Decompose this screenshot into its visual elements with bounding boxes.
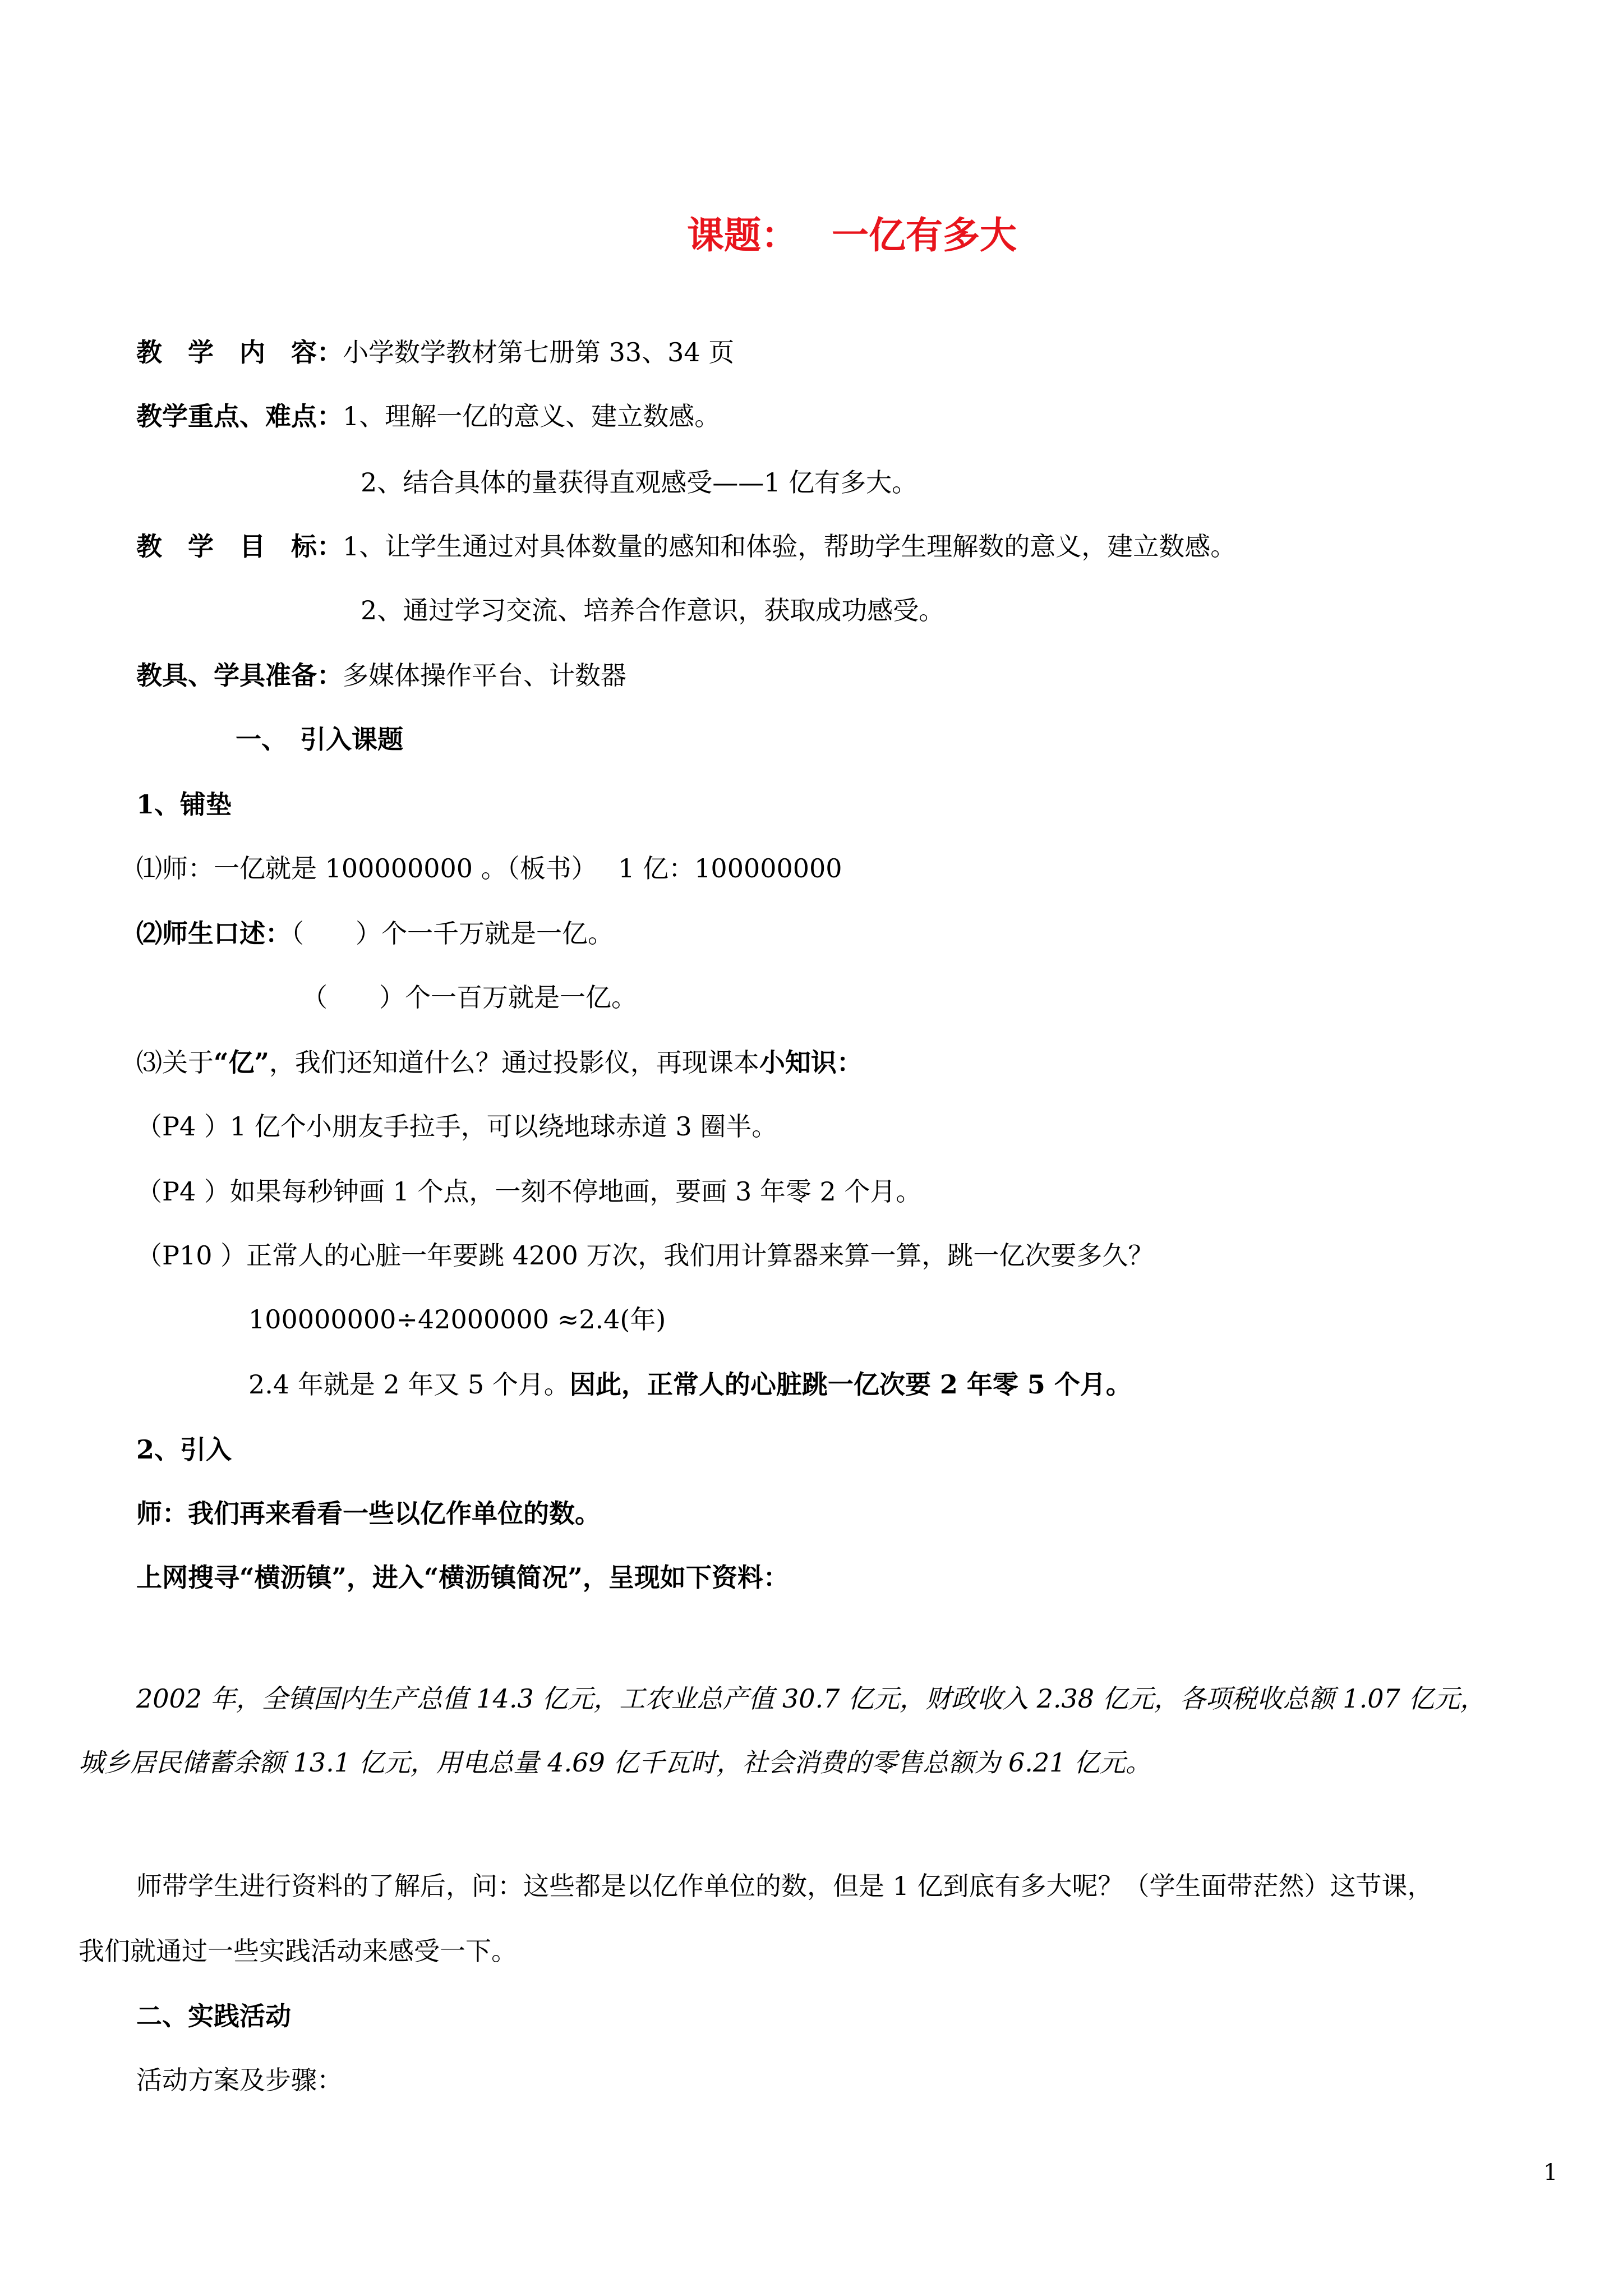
paragraph-3-bold-2: 小知识： bbox=[759, 1047, 863, 1078]
fact-2: （P4 ）如果每秒钟画 1 个点，一刻不停地画，要画 3 年零 2 个月。 bbox=[136, 1176, 922, 1207]
section-2-heading: 二、实践活动 bbox=[136, 2001, 291, 2031]
tools-row bbox=[136, 659, 626, 692]
fact-1: （P4 ）1 亿个小朋友手拉手，可以绕地球赤道 3 圈半。 bbox=[136, 1111, 778, 1142]
result-plain: 2.4 年就是 2 年又 5 个月。 bbox=[248, 1369, 570, 1400]
data-line-1: 2002 年，全镇国内生产总值 14.3 亿元，工农业总产值 30.7 亿元，财政收入 2.38 亿元，各项税收总额 1.07 亿元， bbox=[136, 1683, 1486, 1714]
title-text: 一亿有多大 bbox=[832, 214, 1017, 257]
focus-item-2: 2、结合具体的量获得直观感受——1 亿有多大。 bbox=[361, 467, 918, 498]
goal-item-1: 1、让学生通过对具体数量的感知和体验，帮助学生理解数的意义，建立数感。 bbox=[343, 531, 1237, 562]
teacher-line: 师：我们再来看看一些以亿作单位的数。 bbox=[136, 1498, 601, 1529]
title-label: 课题： bbox=[687, 214, 798, 257]
tools-value: 多媒体操作平台、计数器 bbox=[343, 660, 626, 691]
activity-steps-label: 活动方案及步骤： bbox=[136, 2065, 343, 2095]
page-title bbox=[687, 213, 1017, 258]
content-value: 小学数学教材第七册第 33、34 页 bbox=[343, 337, 735, 367]
content-label: 教 学 内 容： bbox=[136, 337, 343, 367]
goal-row bbox=[136, 530, 1236, 563]
search-line: 上网搜寻“横沥镇”，进入“横沥镇简况”，呈现如下资料： bbox=[136, 1562, 789, 1593]
calculation: 100000000÷42000000 ≈2.4(年) bbox=[248, 1304, 666, 1335]
paragraph-2-a: （ ）个一千万就是一亿。 bbox=[291, 918, 614, 949]
fact-3: （P10 ）正常人的心脏一年要跳 4200 万次，我们用计算器来算一算，跳一亿次要多久？ bbox=[136, 1240, 1154, 1271]
section-1-heading: 一、 引入课题 bbox=[236, 724, 403, 754]
content-row bbox=[136, 335, 734, 369]
page-number: 1 bbox=[1543, 2160, 1558, 2185]
result-bold: 因此，正常人的心脏跳一亿次要 2 年零 5 个月。 bbox=[569, 1369, 1132, 1400]
paragraph-3-mid: ，我们还知道什么？通过投影仪，再现课本 bbox=[269, 1047, 759, 1078]
paragraph-2-row bbox=[136, 917, 614, 950]
data-line-2: 城乡居民储蓄余额 13.1 亿元，用电总量 4.69 亿千瓦时，社会消费的零售总额为 6.21 亿元。 bbox=[79, 1747, 1151, 1778]
paragraph-1: ⑴师：一亿就是 100000000 。（板书） 1 亿：100000000 bbox=[136, 853, 842, 884]
discussion-line-1: 师带学生进行资料的了解后，问：这些都是以亿作单位的数，但是 1 亿到底有多大呢？（学生面带茫然）这节课， bbox=[136, 1871, 1433, 1901]
paragraph-2-b: （ ）个一百万就是一亿。 bbox=[302, 982, 637, 1013]
subsection-1-heading: 1、铺垫 bbox=[136, 789, 232, 820]
paragraph-3-pre: ⑶关于 bbox=[136, 1047, 214, 1078]
focus-row bbox=[136, 399, 720, 433]
discussion-line-2: 我们就通过一些实践活动来感受一下。 bbox=[79, 1936, 517, 1966]
result-row bbox=[248, 1368, 1132, 1401]
subsection-2-heading: 2、引入 bbox=[136, 1434, 232, 1465]
paragraph-3-bold-1: “亿” bbox=[214, 1047, 269, 1078]
paragraph-3 bbox=[136, 1046, 863, 1079]
tools-label: 教具、学具准备： bbox=[136, 660, 343, 691]
paragraph-2-label: ⑵师生口述： bbox=[136, 918, 291, 949]
focus-item-1: 1、理解一亿的意义、建立数感。 bbox=[343, 401, 721, 431]
goal-label: 教 学 目 标： bbox=[136, 531, 343, 562]
goal-item-2: 2、通过学习交流、培养合作意识，获取成功感受。 bbox=[361, 595, 945, 625]
focus-label: 教学重点、难点： bbox=[136, 401, 343, 431]
